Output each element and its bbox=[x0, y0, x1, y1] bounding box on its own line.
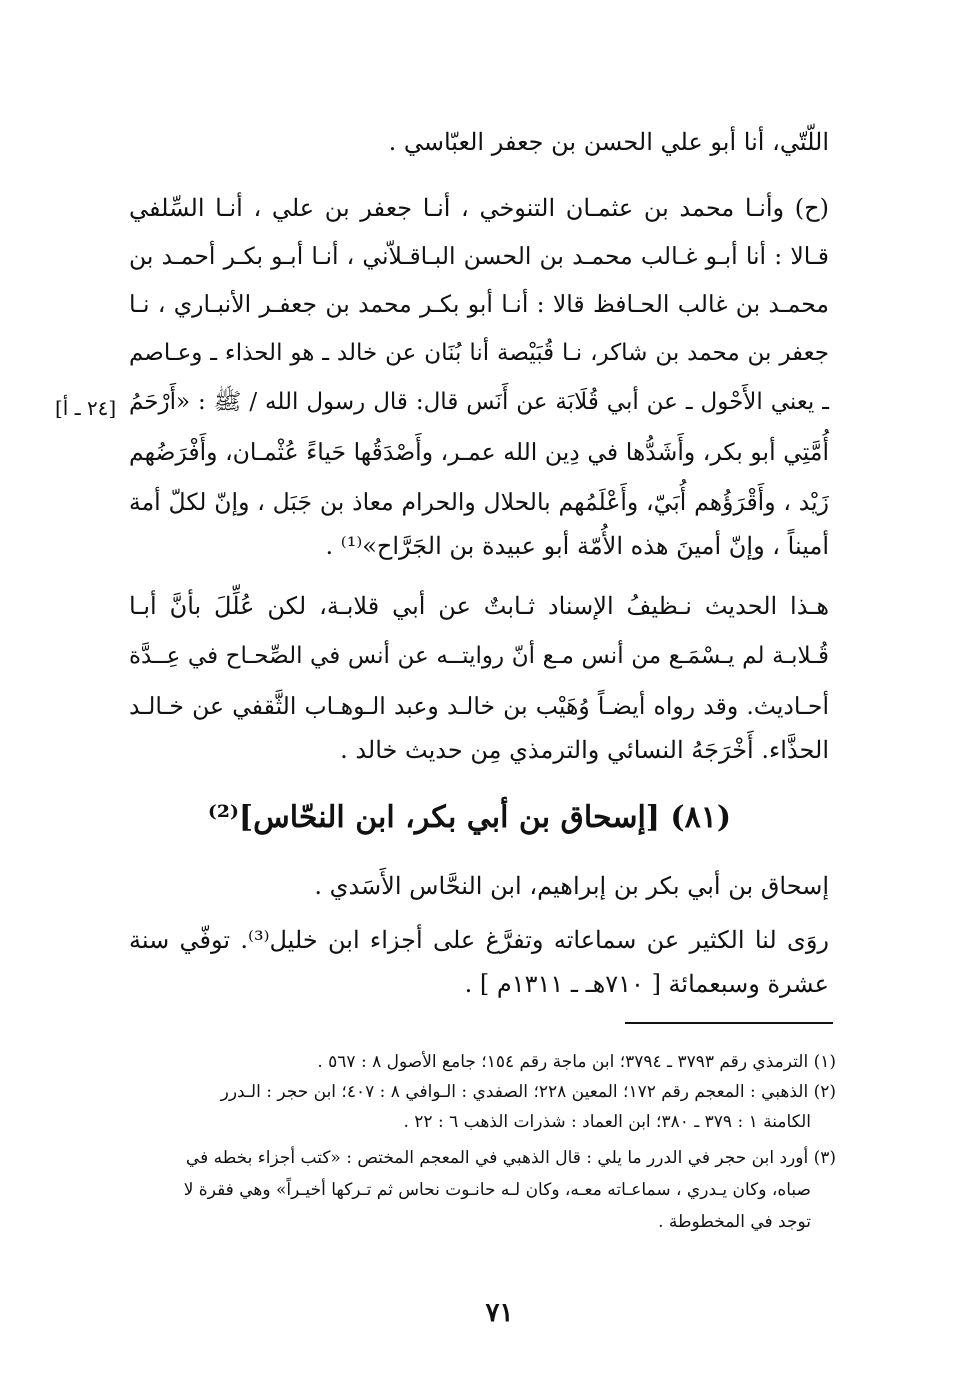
body-line-6: ـ يعني الأَحْول ـ عن أبي قُلَابَة عن أَنَس قال: قال رسول الله / ﷺ : «أَرْحَمُ bbox=[129, 389, 829, 415]
footnote-2-cont: الكامنة ١ : ٣٧٩ ـ ٣٨٠؛ ابن العماد : شذرات الذهب ٦ : ٢٢ . bbox=[403, 1112, 811, 1132]
section-heading bbox=[0, 798, 959, 838]
section-heading-text: (٨١) [إسحاق بن أبي بكر، ابن النحّاس]⁽²⁾ bbox=[207, 800, 732, 835]
body-line-10: هـذا الحديث نـظيفُ الإسناد ثـابتٌ عن أبي قلابـة، لكن عُلِّلَ بأنَّ أبـا bbox=[129, 592, 829, 620]
footnote-1: (١) الترمذي رقم ٣٧٩٣ ـ ٣٧٩٤؛ ابن ماجة رقم ١٥٤؛ جامع الأصول ٨ : ٥٦٧ . bbox=[317, 1052, 836, 1072]
body-line-4: محمـد بن غالب الحـافظ قالا : أنـا أبو بكـر محمد بن جعفـر الأنبـاري ، نـا bbox=[129, 290, 829, 318]
body-line-8: زَيْد ، وأَقْرَؤُهم أُبَيّ، وأَعْلَمُهم بالحلال والحرام معاذ بن جَبَل ، وإنّ لكلّ أمة bbox=[129, 488, 829, 516]
page-number bbox=[0, 1297, 959, 1329]
body-line-16: عشرة وسبعمائة [ ٧١٠هـ ـ ١٣١١م ] . bbox=[464, 970, 829, 998]
footnote-3: (٣) أورد ابن حجر في الدرر ما يلي : قال الذهبي في المعجم المختص : «كتب أجزاء بخطه في bbox=[185, 1148, 836, 1168]
body-line-2: (ح) وأنـا محمد بن عثمـان التنوخي ، أنـا جعفر بن علي ، أنـا السِّلفي bbox=[129, 194, 829, 222]
body-line-13: الحذَّاء. أَخْرَجَهُ النسائي والترمذي مِن حديث خالد . bbox=[340, 736, 829, 764]
body-line-7: أُمَّتِي أبو بكر، وأَشَدُّها في دِين الله عمـر، وأَصْدَقُها حَياءً عُثْمـان، وأَفْرَضُهم bbox=[129, 438, 829, 466]
footnote-3-cont: صباه، وكان يـدري ، سماعـاته معـه، وكان لـه حانـوت نحاس ثم تـركها أخيـراً» وهي فقرة لا bbox=[183, 1180, 811, 1200]
body-line-12: أحـاديث. وقد رواه أيضـاً وُهَيْب بن خالـد وعبد الـوهـاب الثَّقفي عن خـالـد bbox=[129, 692, 829, 720]
body-line-1: اللّتّي، أنا أبو علي الحسن بن جعفر العبّاسي . bbox=[388, 128, 829, 156]
footnote-separator bbox=[625, 1022, 833, 1024]
body-line-9: أميناً ، وإنّ أمينَ هذه الأُمّة أبو عبيدة بن الجَرَّاح»⁽¹⁾ . bbox=[325, 532, 829, 560]
body-line-14: إسحاق بن أبي بكر بن إبراهيم، ابن النحَّاس الأَسَدي . bbox=[314, 872, 829, 900]
body-line-11: قُـلابـة لم يـسْمَـع من أنس مـع أنّ روايتــه عن أنس في الصِّحـاح في عِــدَّة bbox=[129, 643, 829, 669]
footnote-3-cont2: توجد في المخطوطة . bbox=[658, 1212, 811, 1232]
page-number-text: ٧١ bbox=[485, 1298, 514, 1328]
footnote-2: (٢) الذهبي : المعجم رقم ١٧٢؛ المعين ٢٢٨؛ الصفدي : الـوافي ٨ : ٤٠٧؛ ابن حجر : الـدرر bbox=[220, 1082, 836, 1102]
body-line-15: روَى لنا الكثير عن سماعاته وتفرَّغ على أجزاء ابن خليل⁽³⁾. توفّي سنة bbox=[129, 926, 830, 954]
body-line-3: قـالا : أنا أبـو غـالب محمـد بن الحسن البـاقـلاّني ، أنـا أبـو بكـر أحمـد بن bbox=[129, 242, 829, 270]
folio-marker: [٢٤ ـ أ] bbox=[55, 396, 117, 420]
body-line-5: جعفر بن محمد بن شاكر، نـا قُبَيْصة أنا بُنَان عن خالد ـ هو الحذاء ـ وعـاصم bbox=[129, 340, 829, 366]
